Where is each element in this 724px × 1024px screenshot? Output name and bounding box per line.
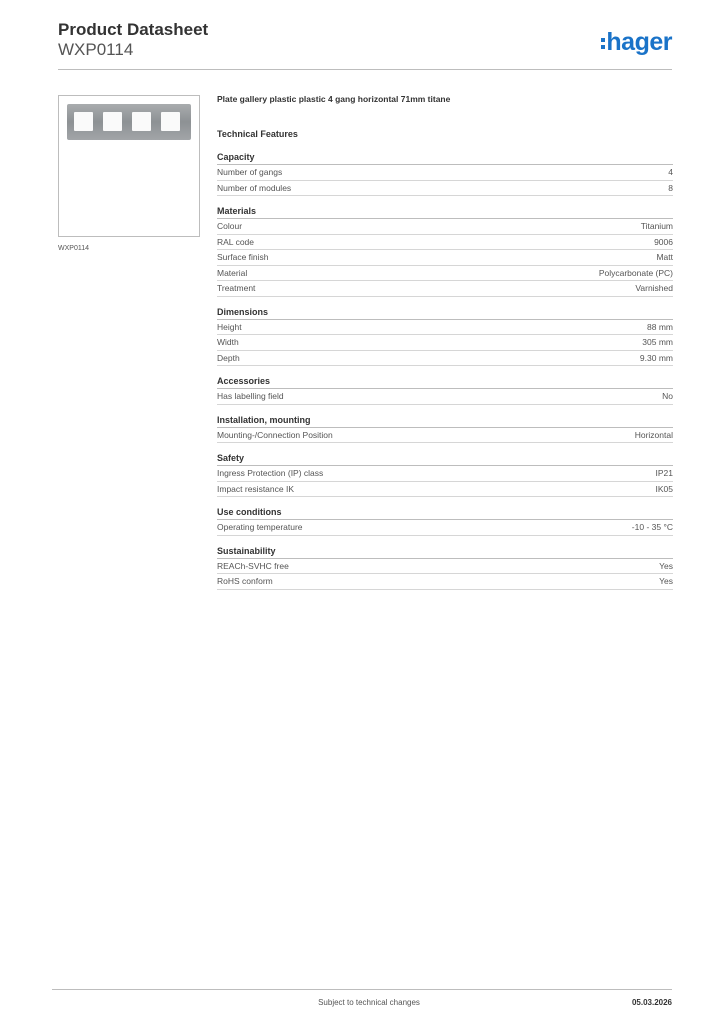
spec-row: [217, 266, 673, 282]
spec-label: Surface finish: [217, 252, 269, 262]
spec-value: Yes: [659, 560, 673, 571]
product-image: [58, 95, 200, 237]
logo-dots-icon: [601, 35, 605, 52]
spec-section: [217, 206, 673, 297]
spec-section: [217, 415, 673, 444]
section-title: Capacity: [217, 152, 673, 165]
plate-illustration: [67, 104, 191, 140]
spec-section: [217, 376, 673, 405]
spec-label: Number of modules: [217, 182, 292, 193]
spec-value: IK05: [655, 483, 673, 494]
spec-value: 305 mm: [642, 337, 673, 347]
spec-row: [217, 235, 673, 251]
section-title: Use conditions: [217, 507, 673, 520]
spec-label: Treatment: [217, 283, 256, 293]
spec-row: [217, 335, 673, 351]
spec-row: [217, 320, 673, 336]
product-description: Plate gallery plastic plastic 4 gang horizontal 71mm titane: [217, 94, 451, 104]
spec-row: [217, 520, 673, 536]
spec-value: Yes: [659, 576, 673, 586]
spec-label: Impact resistance IK: [217, 483, 295, 494]
spec-value: Horizontal: [634, 429, 673, 440]
section-title: Materials: [217, 206, 673, 219]
spec-row: [217, 219, 673, 235]
header-divider: [58, 69, 672, 70]
image-caption: WXP0114: [58, 245, 89, 252]
spec-label: REACh-SVHC free: [217, 560, 289, 571]
specifications: [217, 94, 673, 600]
features-heading: Technical Features: [217, 129, 298, 139]
gang-opening: [74, 112, 93, 131]
spec-row: [217, 466, 673, 482]
spec-value: No: [662, 391, 673, 401]
footer-divider: [52, 989, 672, 990]
footer-note: Subject to technical changes: [318, 998, 420, 1007]
spec-label: Width: [217, 337, 239, 347]
spec-row: [217, 351, 673, 367]
spec-row: [217, 165, 673, 181]
spec-row: [217, 181, 673, 197]
section-title: Safety: [217, 453, 673, 466]
spec-value: Varnished: [635, 283, 673, 293]
spec-row: [217, 559, 673, 575]
hager-logo: [601, 28, 672, 57]
spec-label: Number of gangs: [217, 167, 283, 177]
gang-opening: [103, 112, 122, 131]
spec-value: 9006: [654, 236, 673, 247]
spec-value: 4: [668, 167, 673, 177]
gang-opening: [161, 112, 180, 131]
spec-label: RAL code: [217, 236, 255, 247]
section-title: Accessories: [217, 376, 673, 389]
section-title: Dimensions: [217, 307, 673, 320]
spec-section: [217, 453, 673, 497]
spec-section: [217, 307, 673, 367]
spec-value: 88 mm: [647, 321, 673, 332]
spec-section: [217, 546, 673, 590]
spec-label: Ingress Protection (IP) class: [217, 468, 324, 478]
spec-row: [217, 250, 673, 266]
spec-row: [217, 428, 673, 444]
spec-row: [217, 574, 673, 590]
document-header: [58, 20, 208, 60]
spec-row: [217, 482, 673, 498]
spec-label: Depth: [217, 352, 240, 363]
spec-label: Mounting-/Connection Position: [217, 429, 333, 440]
spec-value: 9.30 mm: [639, 352, 673, 363]
spec-row: [217, 281, 673, 297]
spec-section: [217, 152, 673, 196]
section-title: Installation, mounting: [217, 415, 673, 428]
spec-label: Has labelling field: [217, 391, 284, 401]
spec-label: Material: [217, 267, 248, 278]
spec-value: Polycarbonate (PC): [598, 267, 673, 278]
spec-label: Height: [217, 321, 242, 332]
spec-value: IP21: [655, 468, 673, 478]
gang-opening: [132, 112, 151, 131]
footer-date: 05.03.2026: [631, 998, 672, 1007]
spec-value: 8: [668, 182, 673, 193]
spec-value: Matt: [656, 252, 673, 262]
spec-label: RoHS conform: [217, 576, 273, 586]
spec-value: -10 - 35 °C: [631, 522, 673, 532]
spec-row: [217, 389, 673, 405]
document-title: Product Datasheet: [58, 20, 209, 39]
spec-section: [217, 507, 673, 536]
spec-label: Operating temperature: [217, 522, 303, 532]
section-title: Sustainability: [217, 546, 673, 559]
spec-label: Colour: [217, 221, 243, 231]
product-code: WXP0114: [58, 40, 134, 59]
spec-value: Titanium: [640, 221, 673, 231]
logo-text: hager: [606, 28, 672, 56]
spec-sections: [217, 152, 673, 590]
